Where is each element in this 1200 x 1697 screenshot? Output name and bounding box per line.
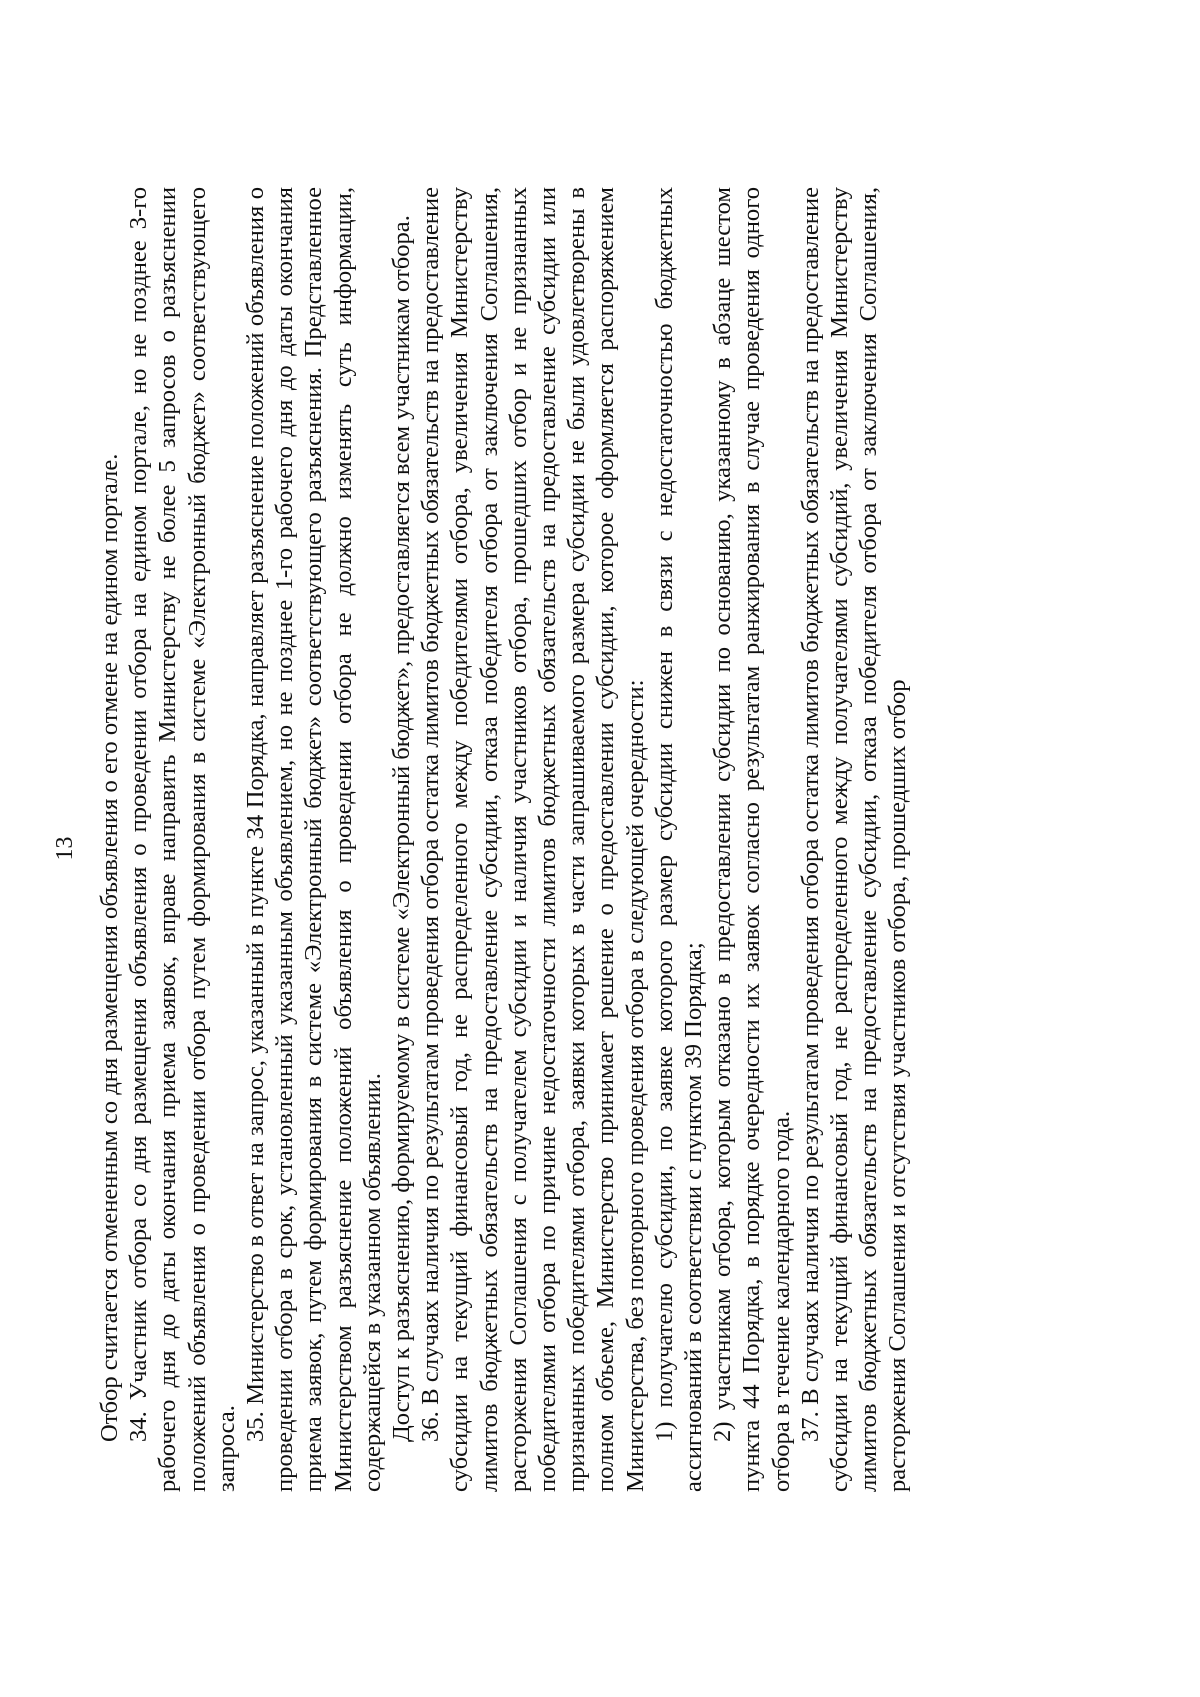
paragraph-36-item-2: 2) участникам отбора, которым отказано в предоставлении субсидии по основанию, указанному в абзаце шестом пункта 44 Порядка, в порядке очередности их заявок согласно результатам ранжирования в случае проведения одного отбора в течение календарного года. [709,187,795,1492]
paragraph-35: 35. Министерство в ответ на запрос, указанный в пункте 34 Порядка, направляет разъяснение положений объявления о проведении отбора в срок, установленный указанным объявлением, но не позднее 1-го рабочего дня до даты окончания приема заявок, путем формирования в системе «Электронный бюджет» соответствующего разъяснения. Представленное Министерством разъяснение положений объявления о проведении отбора не должно изменять суть информации, содержащейся в указанном объявлении. [242,187,386,1492]
paragraph-36-item-1: 1) получателю субсидии, по заявке которого размер субсидии снижен в связи с недостаточностью бюджетных ассигнований в соответствии с пунктом 39 Порядка; [650,187,708,1492]
paragraph-34: 34. Участник отбора со дня размещения объявления о проведении отбора на едином портале, но не позднее 3-го рабочего дня до даты окончания приема заявок, вправе направить Министерству не более 5 запросов о разъяснении положений объявления о проведении отбора путем формирования в системе «Электронный бюджет» соответствующего запроса. [125,187,240,1492]
paragraph-36: 36. В случаях наличия по результатам проведения отбора остатка лимитов бюджетных обязательств на предоставление субсидии на текущий финансовый год, не распределенного между победителями отбора, увеличения Министерству лимитов бюджетных обязательств на предоставление субсидии, отказа победителя отбора от заключения Соглашения, расторжения Соглашения с получателем субсидии и наличия участников отбора, прошедших отбор и не признанных победителями отбора по причине недостаточности лимитов бюджетных обязательств на предоставление субсидии или признанных победителями отбора, заявки которых в части запрашиваемого размера субсидии не были удовлетворены в полном объеме, Министерство принимает решение о предоставлении субсидии, которое оформляется распоряжением Министерства, без повторного проведения отбора в следующей очередности: [417,187,649,1492]
paragraph-access: Доступ к разъяснению, формируемому в системе «Электронный бюджет», предоставляется всем участникам отбора. [388,215,416,1442]
document-body [95,187,913,1492]
page-number: 13 [52,836,78,861]
paragraph-cancellation: Отбор считается отмененным со дня размещения объявления о его отмене на едином портале. [96,453,123,1442]
paragraph-37: 37. В случаях наличия по результатам проведения отбора остатка лимитов бюджетных обязательств на предоставление субсидии на текущий финансовый год, не распределенного между получателями субсидий, увеличения Министерству лимитов бюджетных обязательств на предоставление субсидии, отказа победителя отбора от заключения Соглашения, расторжения Соглашения и отсутствия участников отбора, прошедших отбор [796,187,912,1492]
